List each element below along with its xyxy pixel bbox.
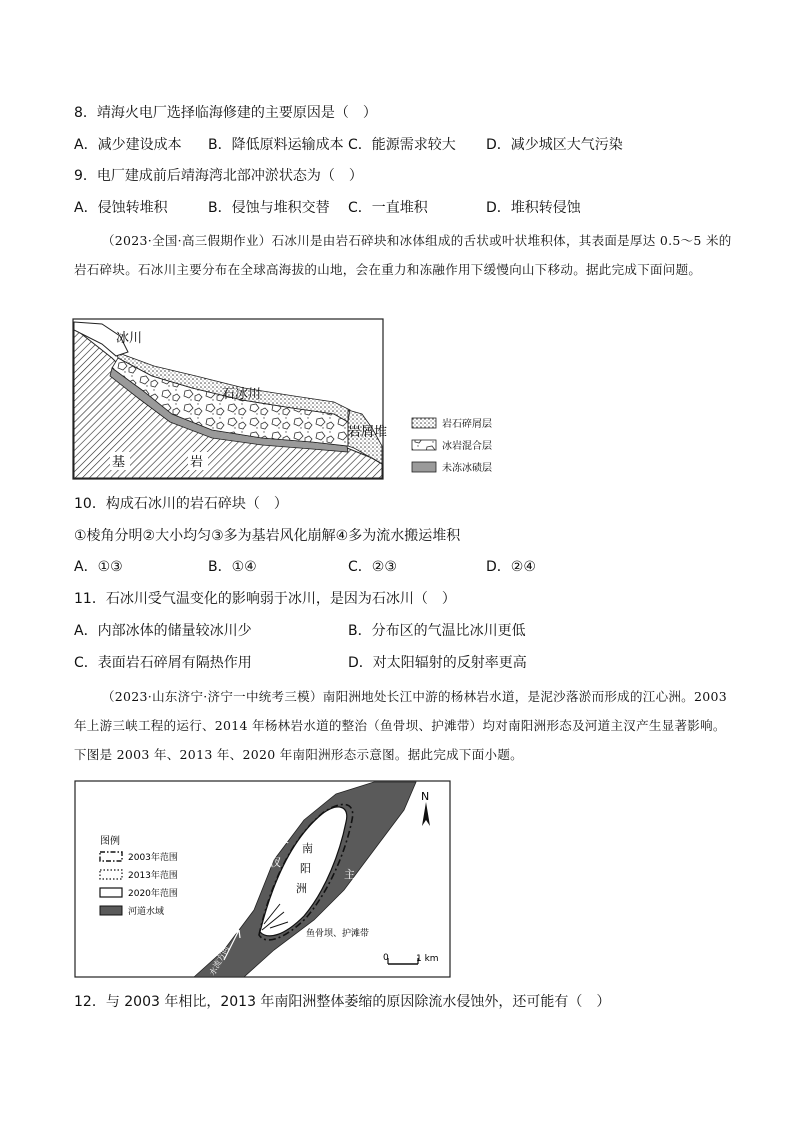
island-name-1: 南 xyxy=(302,842,313,855)
q8-option-a: A．减少建设成本 xyxy=(74,137,182,153)
passage-2-source: （2023·山东济宁·济宁一中统考三模） xyxy=(102,689,323,704)
legend-water-label: 河道水域 xyxy=(128,907,165,917)
branch-left-2: 汊 xyxy=(270,856,281,869)
passage-2-text: 南阳洲地处长江中游的杨林岩水道，是泥沙落淤而形成的江心洲。2003 年上游三峡工程的运行、2014 年杨林岩水道的整治（鱼骨坝、护滩带）均对南阳洲形态及河道主汊产生显著影响。下图是 2003 年、2013 年、2020 年南阳洲形态示意图。据此完成下面小题。 xyxy=(74,689,727,762)
q11-option-d: D．对太阳辐射的反射率更高 xyxy=(348,655,527,671)
nanyang-island-map xyxy=(74,780,452,984)
legend-till-label: 未冻冰碛层 xyxy=(442,463,492,474)
legend-2020-swatch xyxy=(100,888,122,897)
legend-2003-label: 2003年范围 xyxy=(128,853,178,863)
q11-option-a: A．内部冰体的储量较冰川少 xyxy=(74,623,252,639)
q9-option-a: A．侵蚀转堆积 xyxy=(74,200,168,216)
legend-title: 图例 xyxy=(100,836,120,847)
q9-option-c: C．一直堆积 xyxy=(348,200,428,216)
legend-water-swatch xyxy=(100,906,122,915)
q10-option-b: B．①④ xyxy=(208,559,257,575)
q11-option-c: C．表面岩石碎屑有隔热作用 xyxy=(74,655,252,671)
label-talus: 岩屑堆 xyxy=(348,425,388,440)
legend-dots-swatch xyxy=(412,418,436,428)
q10-option-a: A．①③ xyxy=(74,559,123,575)
question-10-statements: ①棱角分明②大小均匀③多为基岩风化崩解④多为流水搬运堆积 xyxy=(74,528,461,544)
scale-zero: 0 xyxy=(383,953,389,963)
passage-nanyang-island xyxy=(74,682,734,769)
q10-option-d: D．②④ xyxy=(486,559,536,575)
branch-right-2: 汊 xyxy=(338,894,349,907)
question-11-stem: 11．石冰川受气温变化的影响弱于冰川，是因为石冰川（ ） xyxy=(74,591,456,607)
q8-option-d: D．减少城区大气污染 xyxy=(486,137,623,153)
q8-option-b: B．降低原料运输成本 xyxy=(208,137,344,153)
legend-gray-swatch xyxy=(412,462,436,472)
passage-1-text: 石冰川是由岩石碎块和冰体组成的舌状或叶状堆积体，其表面是厚达 0.5～5 米的岩石碎块。石冰川主要分布在全球高海拔的山地，会在重力和冻融作用下缓慢向山下移动。据此完成下面问题。 xyxy=(74,233,732,277)
question-10-stem: 10．构成石冰川的岩石碎块（ ） xyxy=(74,496,288,512)
legend-rock-swatch xyxy=(412,440,436,450)
q11-option-b: B．分布区的气温比冰川更低 xyxy=(348,623,526,639)
label-rock-glacier: 石冰川 xyxy=(222,387,262,402)
q9-option-b: B．侵蚀与堆积交替 xyxy=(208,200,330,216)
island-name-3: 洲 xyxy=(296,882,307,895)
label-bedrock-2: 岩 xyxy=(190,455,204,470)
branch-right-1: 主 xyxy=(344,868,355,881)
branch-left-1: 支 xyxy=(278,832,289,845)
passage-1-source: （2023·全国·高三假期作业） xyxy=(102,233,272,248)
label-glacier: 冰川 xyxy=(116,331,143,346)
question-8-stem: 8．靖海火电厂选择临海修建的主要原因是（ ） xyxy=(74,105,377,121)
label-bedrock-1: 基 xyxy=(112,455,126,470)
legend-2013-label: 2013年范围 xyxy=(128,871,178,881)
scale-unit: 1 km xyxy=(416,954,439,964)
question-12-stem: 12．与 2003 年相比，2013 年南阳洲整体萎缩的原因除流水侵蚀外，还可能有（ ） xyxy=(74,994,611,1010)
island-name-2: 阳 xyxy=(300,862,311,875)
legend-mixed-label: 冰岩混合层 xyxy=(442,441,492,452)
q8-option-c: C．能源需求较大 xyxy=(348,137,456,153)
legend-debris-label: 岩石碎屑层 xyxy=(442,419,492,430)
dam-label: 鱼骨坝、护滩带 xyxy=(306,929,370,939)
flow-direction-label: 水流方向 xyxy=(207,944,231,977)
q9-option-d: D．堆积转侵蚀 xyxy=(486,200,581,216)
question-9-stem: 9．电厂建成前后靖海湾北部冲淤状态为（ ） xyxy=(74,168,363,184)
q10-option-c: C．②③ xyxy=(348,559,397,575)
figure-1-legend xyxy=(412,417,492,474)
rock-glacier-figure xyxy=(72,318,512,486)
north-label: N xyxy=(421,790,430,803)
legend-2020-label: 2020年范围 xyxy=(128,889,178,899)
passage-rock-glacier xyxy=(74,226,734,284)
